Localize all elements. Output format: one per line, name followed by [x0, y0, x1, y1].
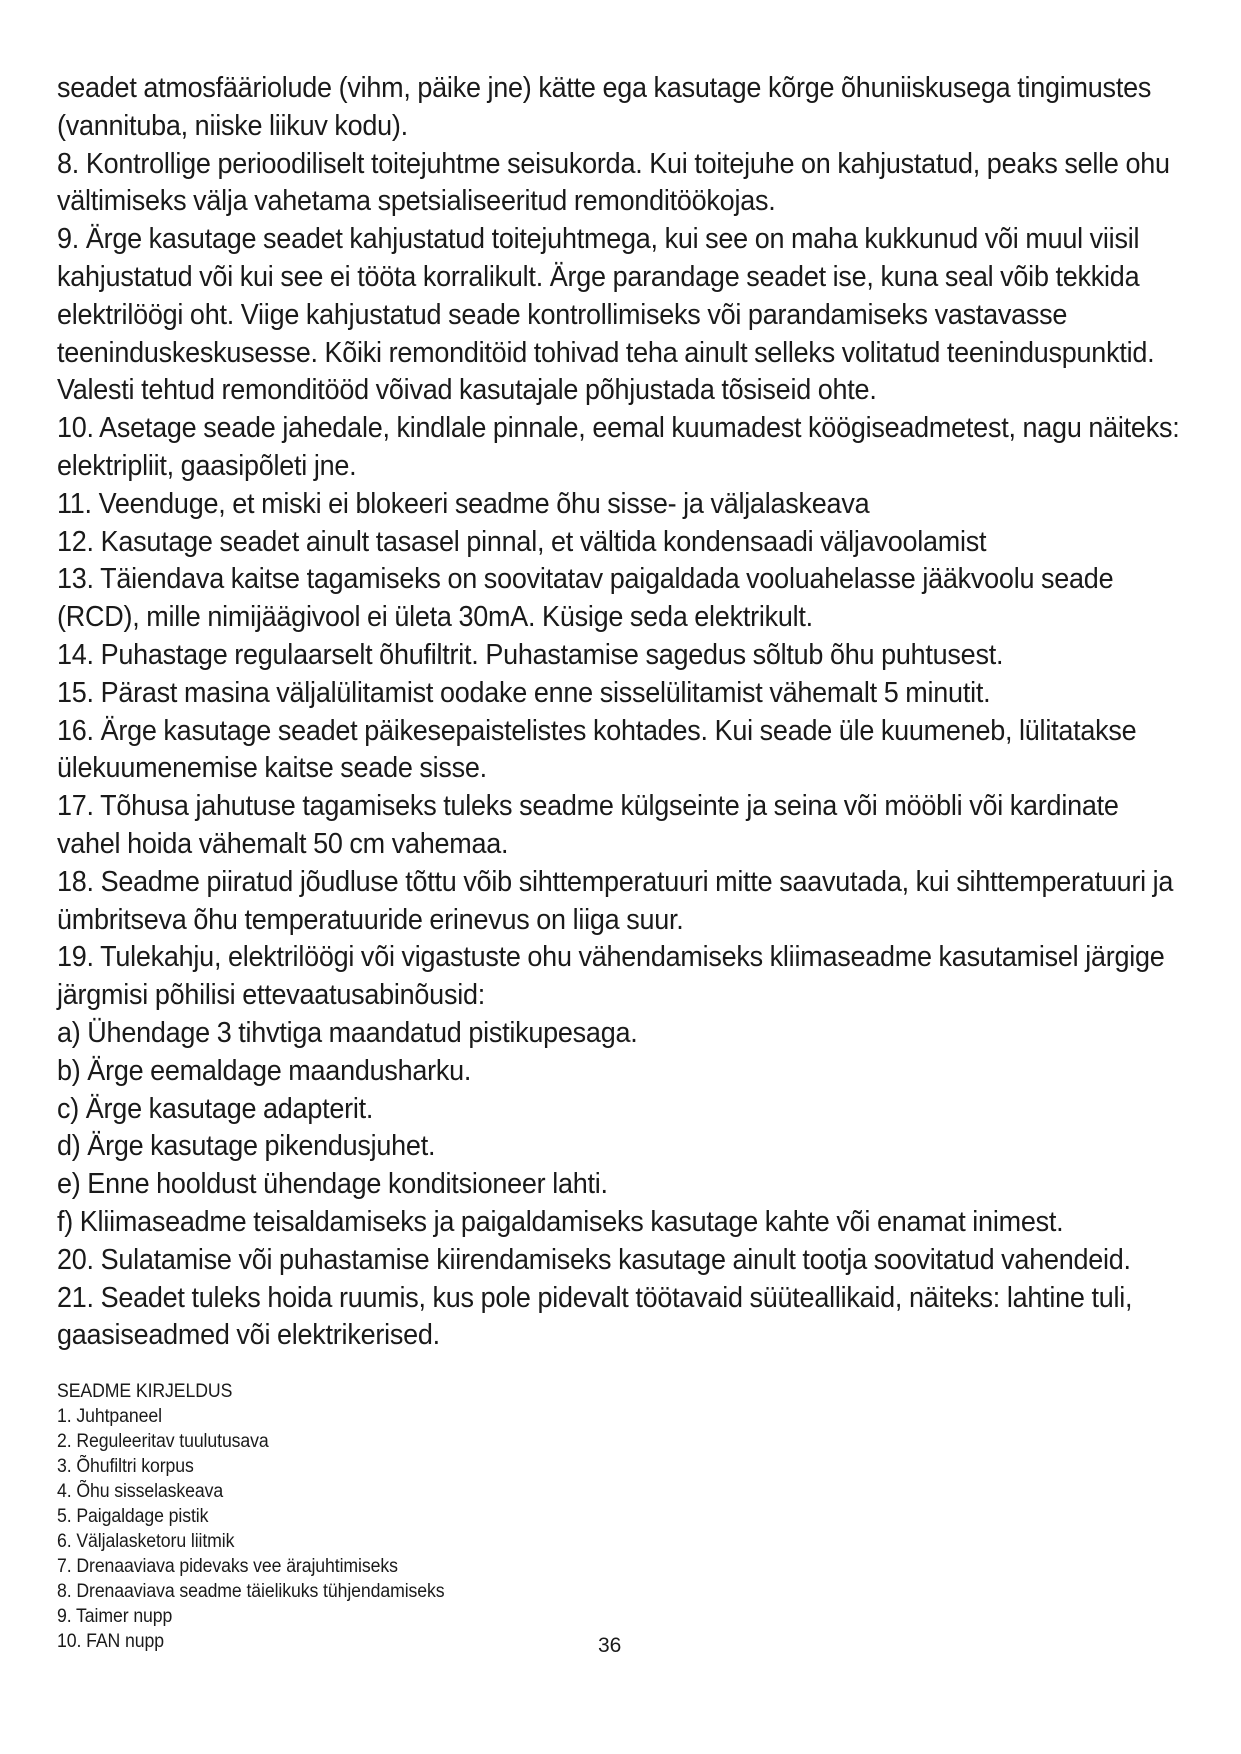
- safety-paragraph: 13. Täiendava kaitse tagamiseks on soovitatav paigaldada vooluahelasse jääkvoolu seade (RCD), mille nimijäägivool ei ületa 30mA. Küsige seda elektrikult.: [57, 563, 1114, 634]
- device-parts-list: [57, 1404, 757, 1654]
- safety-paragraph: 12. Kasutage seadet ainult tasasel pinnal, et vältida kondensaadi väljavoolamist: [57, 525, 987, 558]
- safety-subitem: d) Ärge kasutage pikendusjuhet.: [57, 1130, 436, 1163]
- safety-paragraph: 8. Kontrollige perioodiliselt toitejuhtme seisukorda. Kui toitejuhe on kahjustatud, peaks selle ohu vältimiseks välja vahetama spetsialiseeritud remonditöökojas.: [57, 147, 1170, 218]
- safety-paragraph: 17. Tõhusa jahutuse tagamiseks tuleks seadme külgseinte ja seina või mööbli või kardinate vahel hoida vähemalt 50 cm vahemaa.: [57, 790, 1119, 860]
- safety-instructions: [57, 70, 1187, 1355]
- safety-paragraph: 10. Asetage seade jahedale, kindlale pinnale, eemal kuumadest köögiseadmetest, nagu näiteks: elektripliit, gaasipõleti jne.: [57, 412, 1180, 482]
- safety-paragraph: 19. Tulekahju, elektrilöögi või vigastuste ohu vähendamiseks kliimaseadme kasutamisel järgige järgmisi põhilisi ettevaatusabinõusid:: [57, 941, 1165, 1012]
- list-item: 3. Õhufiltri korpus: [57, 1456, 194, 1477]
- document-page: [57, 70, 1187, 1355]
- safety-paragraph: 20. Sulatamise või puhastamise kiirendamiseks kasutage ainult tootja soovitatud vahendeid.: [57, 1243, 1131, 1276]
- safety-subitem: c) Ärge kasutage adapterit.: [57, 1092, 374, 1125]
- safety-paragraph: seadet atmosfääriolude (vihm, päike jne) kätte ega kasutage kõrge õhuniiskusega tingimustes (vannituba, niiske liikuv kodu).: [57, 72, 1152, 142]
- safety-subitem: e) Enne hooldust ühendage konditsioneer lahti.: [57, 1168, 608, 1201]
- list-item: 4. Õhu sisselaskeava: [57, 1481, 224, 1502]
- list-item: 9. Taimer nupp: [57, 1606, 173, 1627]
- page-number: 36: [598, 1634, 622, 1657]
- list-item: 6. Väljalasketoru liitmik: [57, 1531, 235, 1552]
- safety-paragraph: 16. Ärge kasutage seadet päikesepaistelistes kohtades. Kui seade üle kuumeneb, lülitatakse ülekuumenemise kaitse seade sisse.: [57, 714, 1137, 785]
- list-item: 1. Juhtpaneel: [57, 1406, 162, 1427]
- safety-paragraph: 14. Puhastage regulaarselt õhufiltrit. Puhastamise sagedus sõltub õhu puhtusest.: [57, 638, 1004, 671]
- safety-subitem: a) Ühendage 3 tihvtiga maandatud pistikupesaga.: [57, 1016, 638, 1049]
- list-item: 5. Paigaldage pistik: [57, 1506, 209, 1527]
- list-item: 10. FAN nupp: [57, 1631, 164, 1652]
- safety-subitem: b) Ärge eemaldage maandusharku.: [57, 1054, 472, 1087]
- list-item: 7. Drenaaviava pidevaks vee ärajuhtimiseks: [57, 1556, 398, 1577]
- section-title: SEADME KIRJELDUS: [57, 1381, 233, 1402]
- safety-paragraph: 18. Seadme piiratud jõudluse tõttu võib sihttemperatuuri mitte saavutada, kui sihttemperatuuri ja ümbritseva õhu temperatuuride erinevus on liiga suur.: [57, 865, 1174, 936]
- device-description-section: [57, 1379, 757, 1654]
- list-item: 8. Drenaaviava seadme täielikuks tühjendamiseks: [57, 1581, 445, 1602]
- list-item: 2. Reguleeritav tuulutusava: [57, 1431, 269, 1452]
- safety-paragraph: 21. Seadet tuleks hoida ruumis, kus pole pidevalt töötavaid süüteallikaid, näiteks: lahtine tuli, gaasiseadmed või elektrikerised.: [57, 1281, 1133, 1352]
- safety-paragraph: 9. Ärge kasutage seadet kahjustatud toitejuhtmega, kui see on maha kukkunud või muul viisil kahjustatud või kui see ei tööta korralikult. Ärge parandage seadet ise, kuna seal võib tekkida elektrilöögi oht. Viige kahjustatud seade kontrollimiseks või parandamiseks vastavasse teeninduskeskusesse. Kõiki remonditöid tohivad teha ainult selleks volitatud teeninduspunktid. Valesti tehtud remonditööd võivad kasutajale põhjustada tõsiseid ohte.: [57, 223, 1155, 407]
- safety-subitem: f) Kliimaseadme teisaldamiseks ja paigaldamiseks kasutage kahte või enamat inimest.: [57, 1205, 1064, 1238]
- safety-paragraph: 11. Veenduge, et miski ei blokeeri seadme õhu sisse- ja väljalaskeava: [57, 487, 870, 520]
- safety-paragraph: 15. Pärast masina väljalülitamist oodake enne sisselülitamist vähemalt 5 minutit.: [57, 676, 991, 709]
